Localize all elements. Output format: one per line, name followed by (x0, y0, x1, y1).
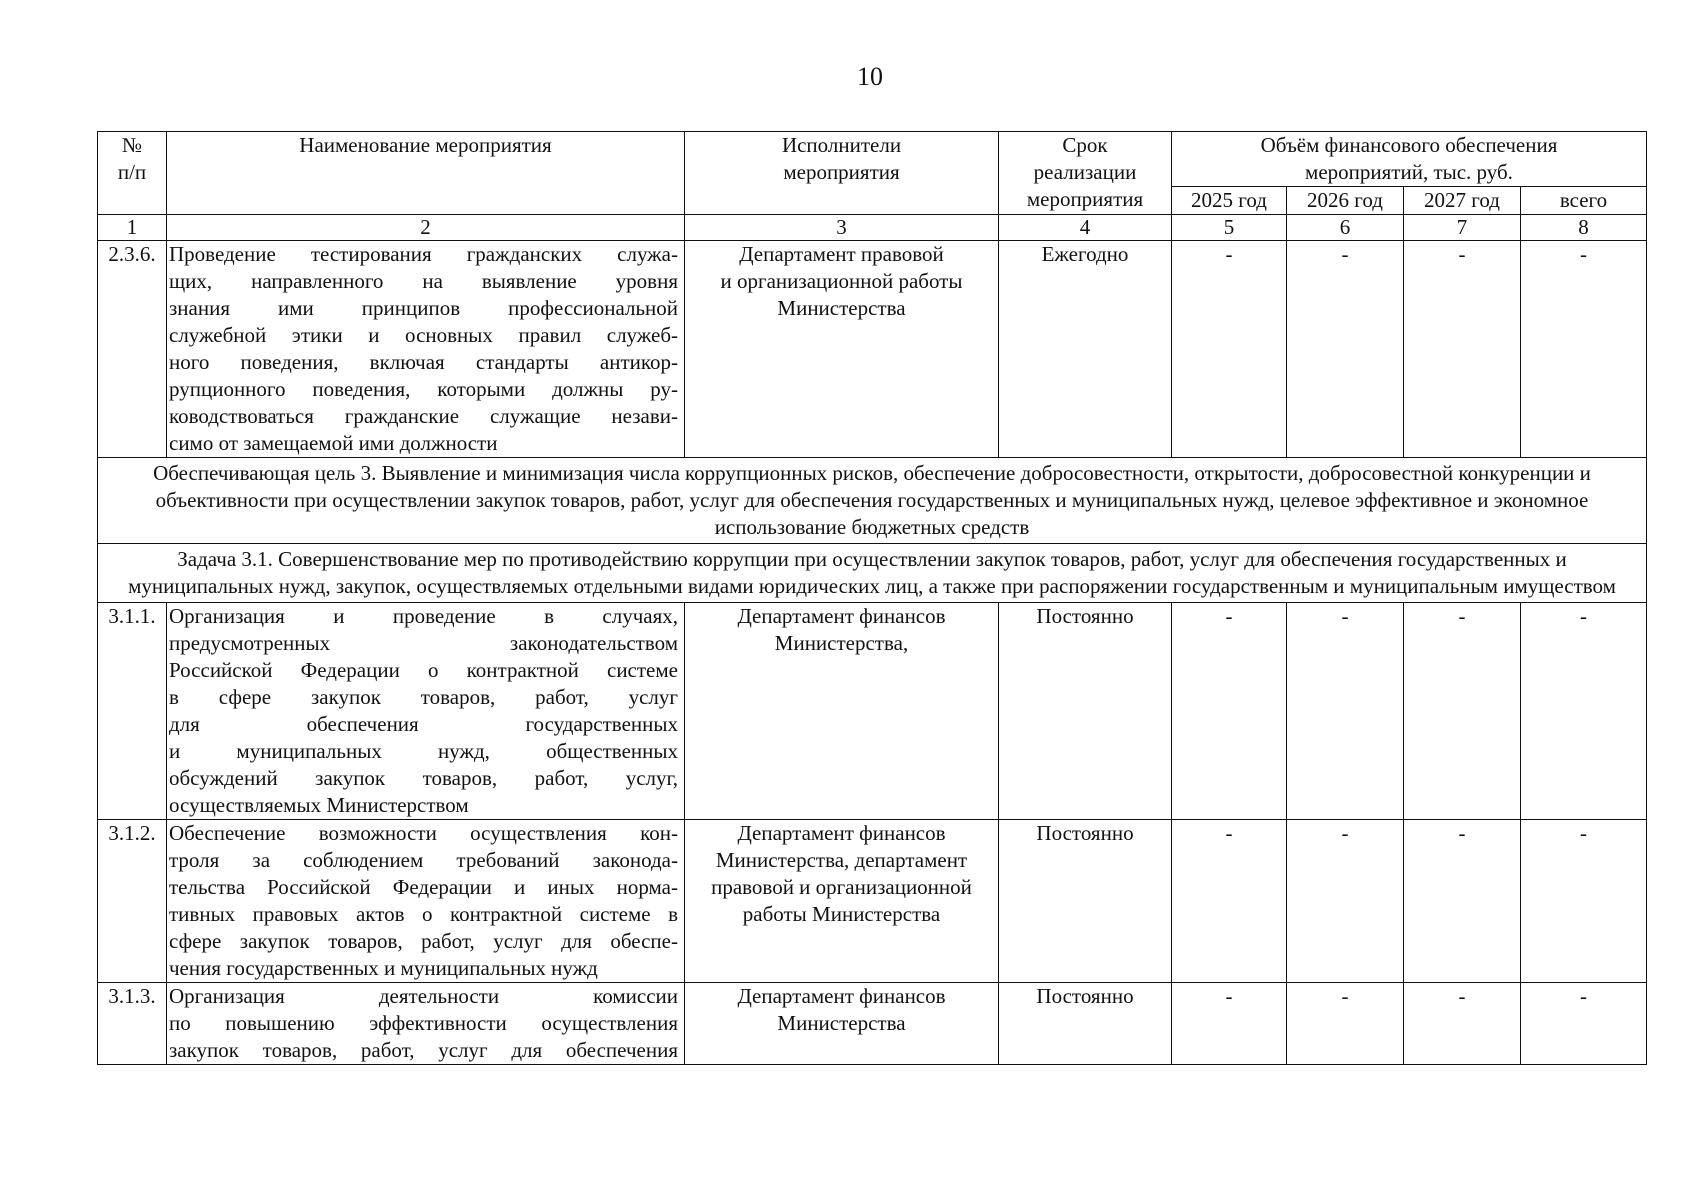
funding-value: - (1521, 603, 1647, 820)
funding-value: - (1404, 241, 1521, 458)
measure-name-line: тивных правовых актов о контрактной системе в (169, 902, 678, 926)
table-row (98, 603, 1647, 820)
goal-3-row (98, 458, 1647, 544)
index-cell: 5 (1172, 215, 1287, 241)
measure-name-line: для обеспечения государственных (169, 712, 678, 736)
measure-name-line: осуществляемых Министерством (169, 793, 469, 817)
funding-value: - (1172, 820, 1287, 983)
executor: Департамент финансов Министерства, (685, 603, 999, 820)
table-row (98, 820, 1647, 983)
index-cell: 8 (1521, 215, 1647, 241)
header-row (98, 132, 1647, 187)
funding-value: - (1404, 603, 1521, 820)
measure-name-line: чения государственных и муниципальных нужд (169, 956, 598, 980)
term: Постоянно (999, 603, 1172, 820)
index-cell: 4 (999, 215, 1172, 241)
measure-name (167, 241, 685, 458)
executor: Департамент правовой и организационной работы Министерства (685, 241, 999, 458)
measure-name-line: троля за соблюдением требований законода- (169, 848, 678, 872)
header-total: всего (1521, 187, 1647, 215)
funding-value: - (1521, 820, 1647, 983)
funding-value: - (1287, 983, 1404, 1065)
term: Ежегодно (999, 241, 1172, 458)
measure-name-line: Организация и проведение в случаях, (169, 604, 678, 628)
index-cell: 6 (1287, 215, 1404, 241)
task-3-1: Задача 3.1. Совершенствование мер по противодействию коррупции при осуществлении закупок товаров, работ, услуг для обеспечения государственных и муниципальных нужд, закупок, осуществляемых отдельными видами юридических лиц, а также при распоряжении государственным и муниципальным имуществом (98, 544, 1647, 603)
index-cell: 2 (167, 215, 685, 241)
measure-name-line: сфере закупок товаров, работ, услуг для обеспе- (169, 929, 678, 953)
row-number: 2.3.6. (98, 241, 167, 458)
row-number: 3.1.3. (98, 983, 167, 1065)
measure-name-line: предусмотренных законодательством (169, 631, 678, 655)
index-row (98, 215, 1647, 241)
funding-value: - (1521, 241, 1647, 458)
measure-name-line: Обеспечение возможности осуществления кон- (169, 821, 678, 845)
funding-value: - (1287, 820, 1404, 983)
measure-name (167, 603, 685, 820)
header-funding: Объём финансового обеспечения мероприятий, тыс. руб. (1172, 132, 1647, 187)
measure-name (167, 983, 685, 1065)
measure-name-line: знания ими принципов профессиональной (169, 296, 678, 320)
measure-name-line: тельства Российской Федерации и иных норма- (169, 875, 678, 899)
header-year-2026: 2026 год (1287, 187, 1404, 215)
table-row (98, 983, 1647, 1065)
index-cell: 3 (685, 215, 999, 241)
funding-value: - (1172, 983, 1287, 1065)
row-number: 3.1.1. (98, 603, 167, 820)
measure-name-line: рупционного поведения, которыми должны ру- (169, 377, 678, 401)
goal-3: Обеспечивающая цель 3. Выявление и минимизация числа коррупционных рисков, обеспечение добросовестности, открытости, добросовестной конкуренции и объективности при осуществлении закупок товаров, работ, услуг для обеспечения государственных и муниципальных нужд, целевое эффективное и экономное использование бюджетных средств (98, 458, 1647, 544)
term: Постоянно (999, 983, 1172, 1065)
measure-name-line: ководствоваться гражданские служащие незави- (169, 404, 678, 428)
measure-name-line: закупок товаров, работ, услуг для обеспечения (169, 1038, 678, 1062)
measure-name (167, 820, 685, 983)
index-cell: 1 (98, 215, 167, 241)
header-year-2027: 2027 год (1404, 187, 1521, 215)
measure-name-line: служебной этики и основных правил служеб- (169, 323, 678, 347)
funding-value: - (1404, 983, 1521, 1065)
funding-value: - (1287, 241, 1404, 458)
row-number: 3.1.2. (98, 820, 167, 983)
funding-value: - (1404, 820, 1521, 983)
measure-name-line: Проведение тестирования гражданских служа- (169, 242, 678, 266)
header-name: Наименование мероприятия (167, 132, 685, 215)
executor: Департамент финансов Министерства (685, 983, 999, 1065)
funding-value: - (1287, 603, 1404, 820)
measure-name-line: ного поведения, включая стандарты антикор- (169, 350, 678, 374)
funding-value: - (1172, 603, 1287, 820)
measure-name-line: Организация деятельности комиссии (169, 984, 678, 1008)
measure-name-line: Российской Федерации о контрактной системе (169, 658, 678, 682)
table-row (98, 241, 1647, 458)
funding-value: - (1172, 241, 1287, 458)
header-year-2025: 2025 год (1172, 187, 1287, 215)
page-number: 10 (857, 62, 883, 91)
header-num: № п/п (98, 132, 167, 215)
measure-name-line: и муниципальных нужд, общественных (169, 739, 678, 763)
measure-name-line: обсуждений закупок товаров, работ, услуг, (169, 766, 678, 790)
measure-name-line: симо от замещаемой ими должности (169, 431, 498, 455)
task-3-1-row (98, 544, 1647, 603)
action-plan-table (97, 131, 1647, 1065)
header-term: Срок реализации мероприятия (999, 132, 1172, 215)
term: Постоянно (999, 820, 1172, 983)
executor: Департамент финансов Министерства, департамент правовой и организационной работы Министерства (685, 820, 999, 983)
header-executors: Исполнители мероприятия (685, 132, 999, 215)
funding-value: - (1521, 983, 1647, 1065)
measure-name-line: по повышению эффективности осуществления (169, 1011, 678, 1035)
measure-name-line: в сфере закупок товаров, работ, услуг (169, 685, 678, 709)
index-cell: 7 (1404, 215, 1521, 241)
measure-name-line: щих, направленного на выявление уровня (169, 269, 678, 293)
